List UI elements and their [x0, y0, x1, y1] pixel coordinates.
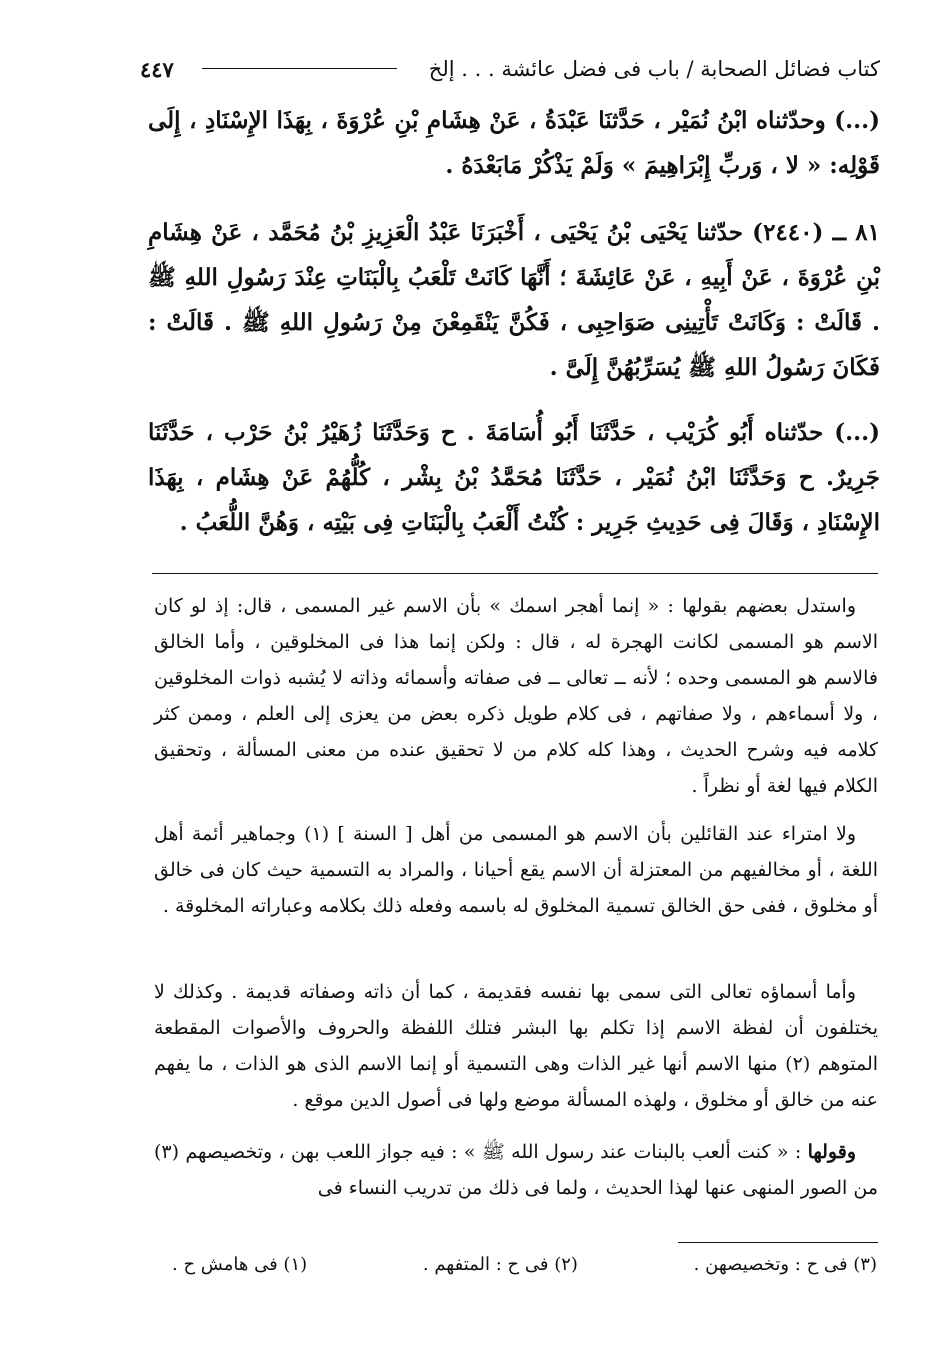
- footnote-rule: [678, 1242, 878, 1243]
- page-number: ٤٤٧: [140, 56, 174, 82]
- commentary-paragraph-3: [154, 974, 878, 1118]
- commentary-text-2: ولا امتراء عند القائلين بأن الاسم هو المسمى من أهل [ السنة ] (١) وجماهير أئمة أهل اللغة ، أو مخالفيهم من المعتزلة أن الاسم يقع أحيانا ، والمراد به التسمية حيث كان فى خالق أو مخلوق ، ففى حق الخالق تسمية المخلوق له باسمه وفعله ذلك بكلامه وعباراته المخلوقة .: [154, 823, 878, 917]
- page-header: [140, 52, 880, 86]
- commentary-text-3: وأما أسماؤه تعالى التى سمى بها نفسه فقديمة ، كما أن ذاته وصفاته قديمة . وكذلك لا يختلفون أن لفظة الاسم إذا تكلم بها البشر فتلك اللفظة والحروف والأصوات المقطعة المتوهم (٢) منها الاسم أنها غير الذات وهى التسمية أو إنما الاسم الذى هو الذات ، ما يفهم عنه من خالق أو مخلوق ، ولهذه المسألة موضع ولها فى أصول الدين موقع .: [154, 981, 879, 1111]
- hadith-text-1: (...) وحدّثناه ابْنُ نُمَيْر ، حَدَّثنَا عَبْدَةُ ، عَنْ هِشَامِ بْنِ عُرْوَةَ ، بِهَذَا الإِسْنَادِ ، إِلَى قَوْلِه: « لا ، وَربِّ إِبْرَاهِيمَ » وَلَمْ يَذْكُرْ مَابَعْدَهُ .: [148, 107, 880, 179]
- hadith-text-3: (...) حدّثناه أَبُو كُرَيْب ، حَدَّثَنَا أَبُو أُسَامَةَ . ح وَحَدَّثَنَا زُهَيْرُ بْنُ حَرْب ، حَدَّثَنَا جَرِيرٌ. ح وَحَدَّثَنَا ابْنُ نُمَيْر ، حَدَّثَنَا مُحَمَّدُ بْنُ بِشْر ، كُلُّهُمْ عَنْ هِشَام ، بِهَذَا الإِسْنَادِ ، وَقَالَ فِى حَدِيثِ جَرِير : كُنْتُ أَلْعَبُ بِالْبَنَاتِ فِى بَيْتِه ، وَهُنَّ اللُّعَبُ .: [148, 419, 880, 536]
- commentary-text-4-body: : « كنت ألعب بالبنات عند رسول الله ﷺ » : فيه جواز اللعب بهن ، وتخصيصهم (٣) من الصور المنهى عنها لهذا الحديث ، ولما فى ذلك من تدريب النساء فى: [154, 1141, 878, 1199]
- hadith-text-2: ٨١ ــ (٢٤٤٠) حدّثنا يَحْيَى بْنُ يَحْيَى ، أَخْبَرَنَا عَبْدُ الْعَزِيزِ بْنُ مُحَمَّد ، عَنْ هِشَامِ بْنِ عُرْوَةَ ، عَنْ أَبِيهِ ، عَنْ عَائِشَةَ ؛ أَنَّهَا كَانَتْ تَلْعَبُ بِالْبَنَاتِ عِنْدَ رَسُولِ اللهِ ﷺ . قَالَتْ : وَكَانَتْ تَأْتِينِى صَوَاحِبِى ، فَكُنَّ يَنْقَمِعْنَ مِنْ رَسُولِ اللهِ ﷺ . قَالَتْ : فَكَانَ رَسُولُ اللهِ ﷺ يُسَرِّبُهُنَّ إِلَىَّ .: [148, 219, 880, 381]
- commentary-lead-word: وقولها: [807, 1141, 857, 1163]
- hadith-paragraph-2: [148, 210, 880, 390]
- commentary-text-1: واستدل بعضهم بقولها : « إنما أهجر اسمك » بأن الاسم غير المسمى ، قال: إذ لو كان الاسم هو المسمى لكانت الهجرة له ، قال : ولكن إنما هذا فى المخلوقين ، وأما الخالق فالاسم هو المسمى وحده ؛ لأنه ــ تعالى ــ فى صفاته وأسمائه وذاته لا يُشبه ذوات المخلوقين ، ولا أسماءهم ، ولا صفاتهم ، فى كلام طويل ذكره بعض من يعزى إلى العلم ، وممن كثر كلامه فيه وشرح الحديث ، وهذا كله كلام من لا تحقيق عنده من معنى المسألة ، وتحقيق الكلام فيها لغة أو نظراً .: [154, 595, 878, 797]
- footnote-3: (٣) فى ح : وتخصيصهن .: [693, 1254, 877, 1275]
- commentary-paragraph-4: [154, 1134, 878, 1206]
- commentary-paragraph-1: [154, 588, 878, 804]
- section-divider: [152, 573, 878, 574]
- hadith-paragraph-1: [148, 98, 880, 188]
- commentary-paragraph-2: [154, 816, 878, 924]
- hadith-paragraph-3: [148, 410, 880, 545]
- header-rule: [202, 68, 397, 69]
- footnote-2: (٢) فى ح : المتفهم .: [422, 1254, 578, 1275]
- footnote-1: (١) فى هامش ح .: [172, 1254, 308, 1275]
- running-title: كتاب فضائل الصحابة / باب فى فضل عائشة . . . إلخ: [428, 57, 880, 81]
- footnotes: [172, 1254, 877, 1275]
- commentary-text-4: [154, 1134, 878, 1206]
